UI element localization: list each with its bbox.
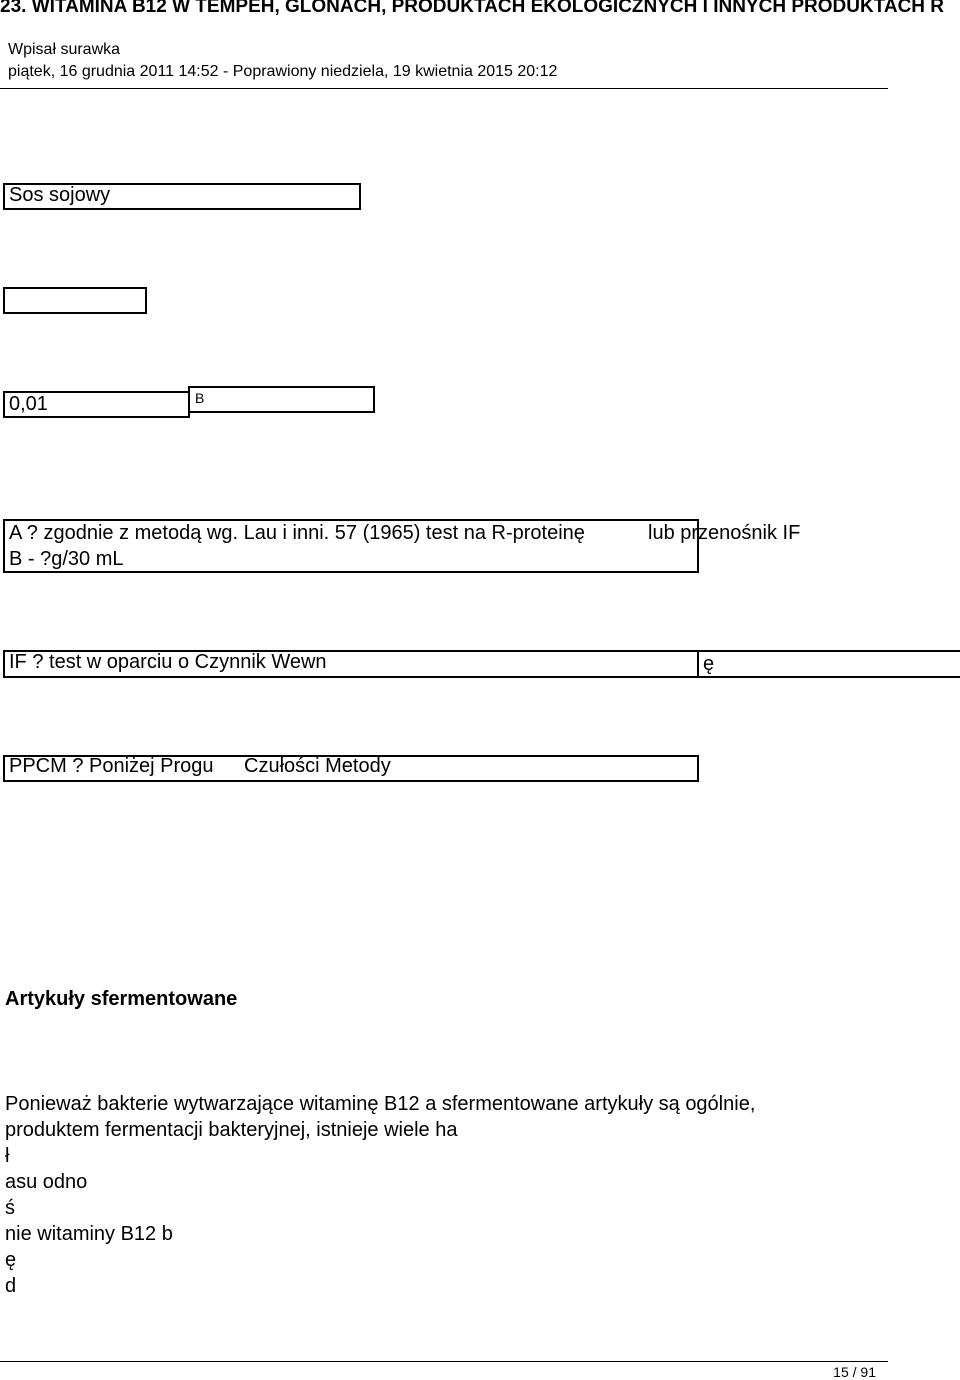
note-a-line2: B - ?g/30 mL <box>9 548 124 570</box>
header-divider <box>0 88 888 89</box>
paragraph-line-1: Ponieważ bakterie wytwarzające witaminę B12 a sfermentowane artykuły są ogólnie, <box>5 1093 756 1115</box>
paragraph-fragment: ś <box>5 1197 15 1219</box>
product-name: Sos sojowy <box>9 184 111 206</box>
paragraph-fragment: ł <box>5 1145 10 1167</box>
paragraph-line-2: produktem fermentacji bakteryjnej, istnieje wiele ha <box>5 1119 458 1141</box>
empty-cell <box>3 287 147 314</box>
note-if-fragment: ę <box>703 653 715 675</box>
paragraph-fragment: asu odno <box>5 1171 88 1193</box>
page-title: 23. WITAMINA B12 W TEMPEH, GLONACH, PRODUKTACH EKOLOGICZNYCH I INNYCH PRODUKTACH R <box>0 0 945 17</box>
note-if-cell-2 <box>697 650 960 678</box>
footer-divider <box>0 1361 888 1362</box>
section-heading: Artykuły sfermentowane <box>5 988 238 1010</box>
value-text: 0,01 <box>9 393 48 415</box>
note-if-text: IF ? test w oparciu o Czynnik Wewn <box>9 651 327 673</box>
value-code: B <box>195 390 205 406</box>
date-line: piątek, 16 grudnia 2011 14:52 - Poprawiony niedziela, 19 kwietnia 2015 20:12 <box>8 63 558 80</box>
note-a-line1: A ? zgodnie z metodą wg. Lau i inni. 57 (1965) test na R-proteinę <box>9 522 585 544</box>
value-code-cell <box>188 386 375 413</box>
note-ppcm-text: PPCM ? Poniżej Progu <box>9 755 214 777</box>
page-number: 15 / 91 <box>833 1364 876 1380</box>
paragraph-fragment: ę <box>5 1249 17 1271</box>
note-a-line1-end: lub przenośnik IF <box>648 522 801 544</box>
paragraph-fragment: d <box>5 1275 17 1297</box>
note-ppcm-text-2: Czułości Metody <box>244 755 391 777</box>
author-line: Wpisał surawka <box>8 41 121 58</box>
paragraph-fragment: nie witaminy B12 b <box>5 1223 173 1245</box>
